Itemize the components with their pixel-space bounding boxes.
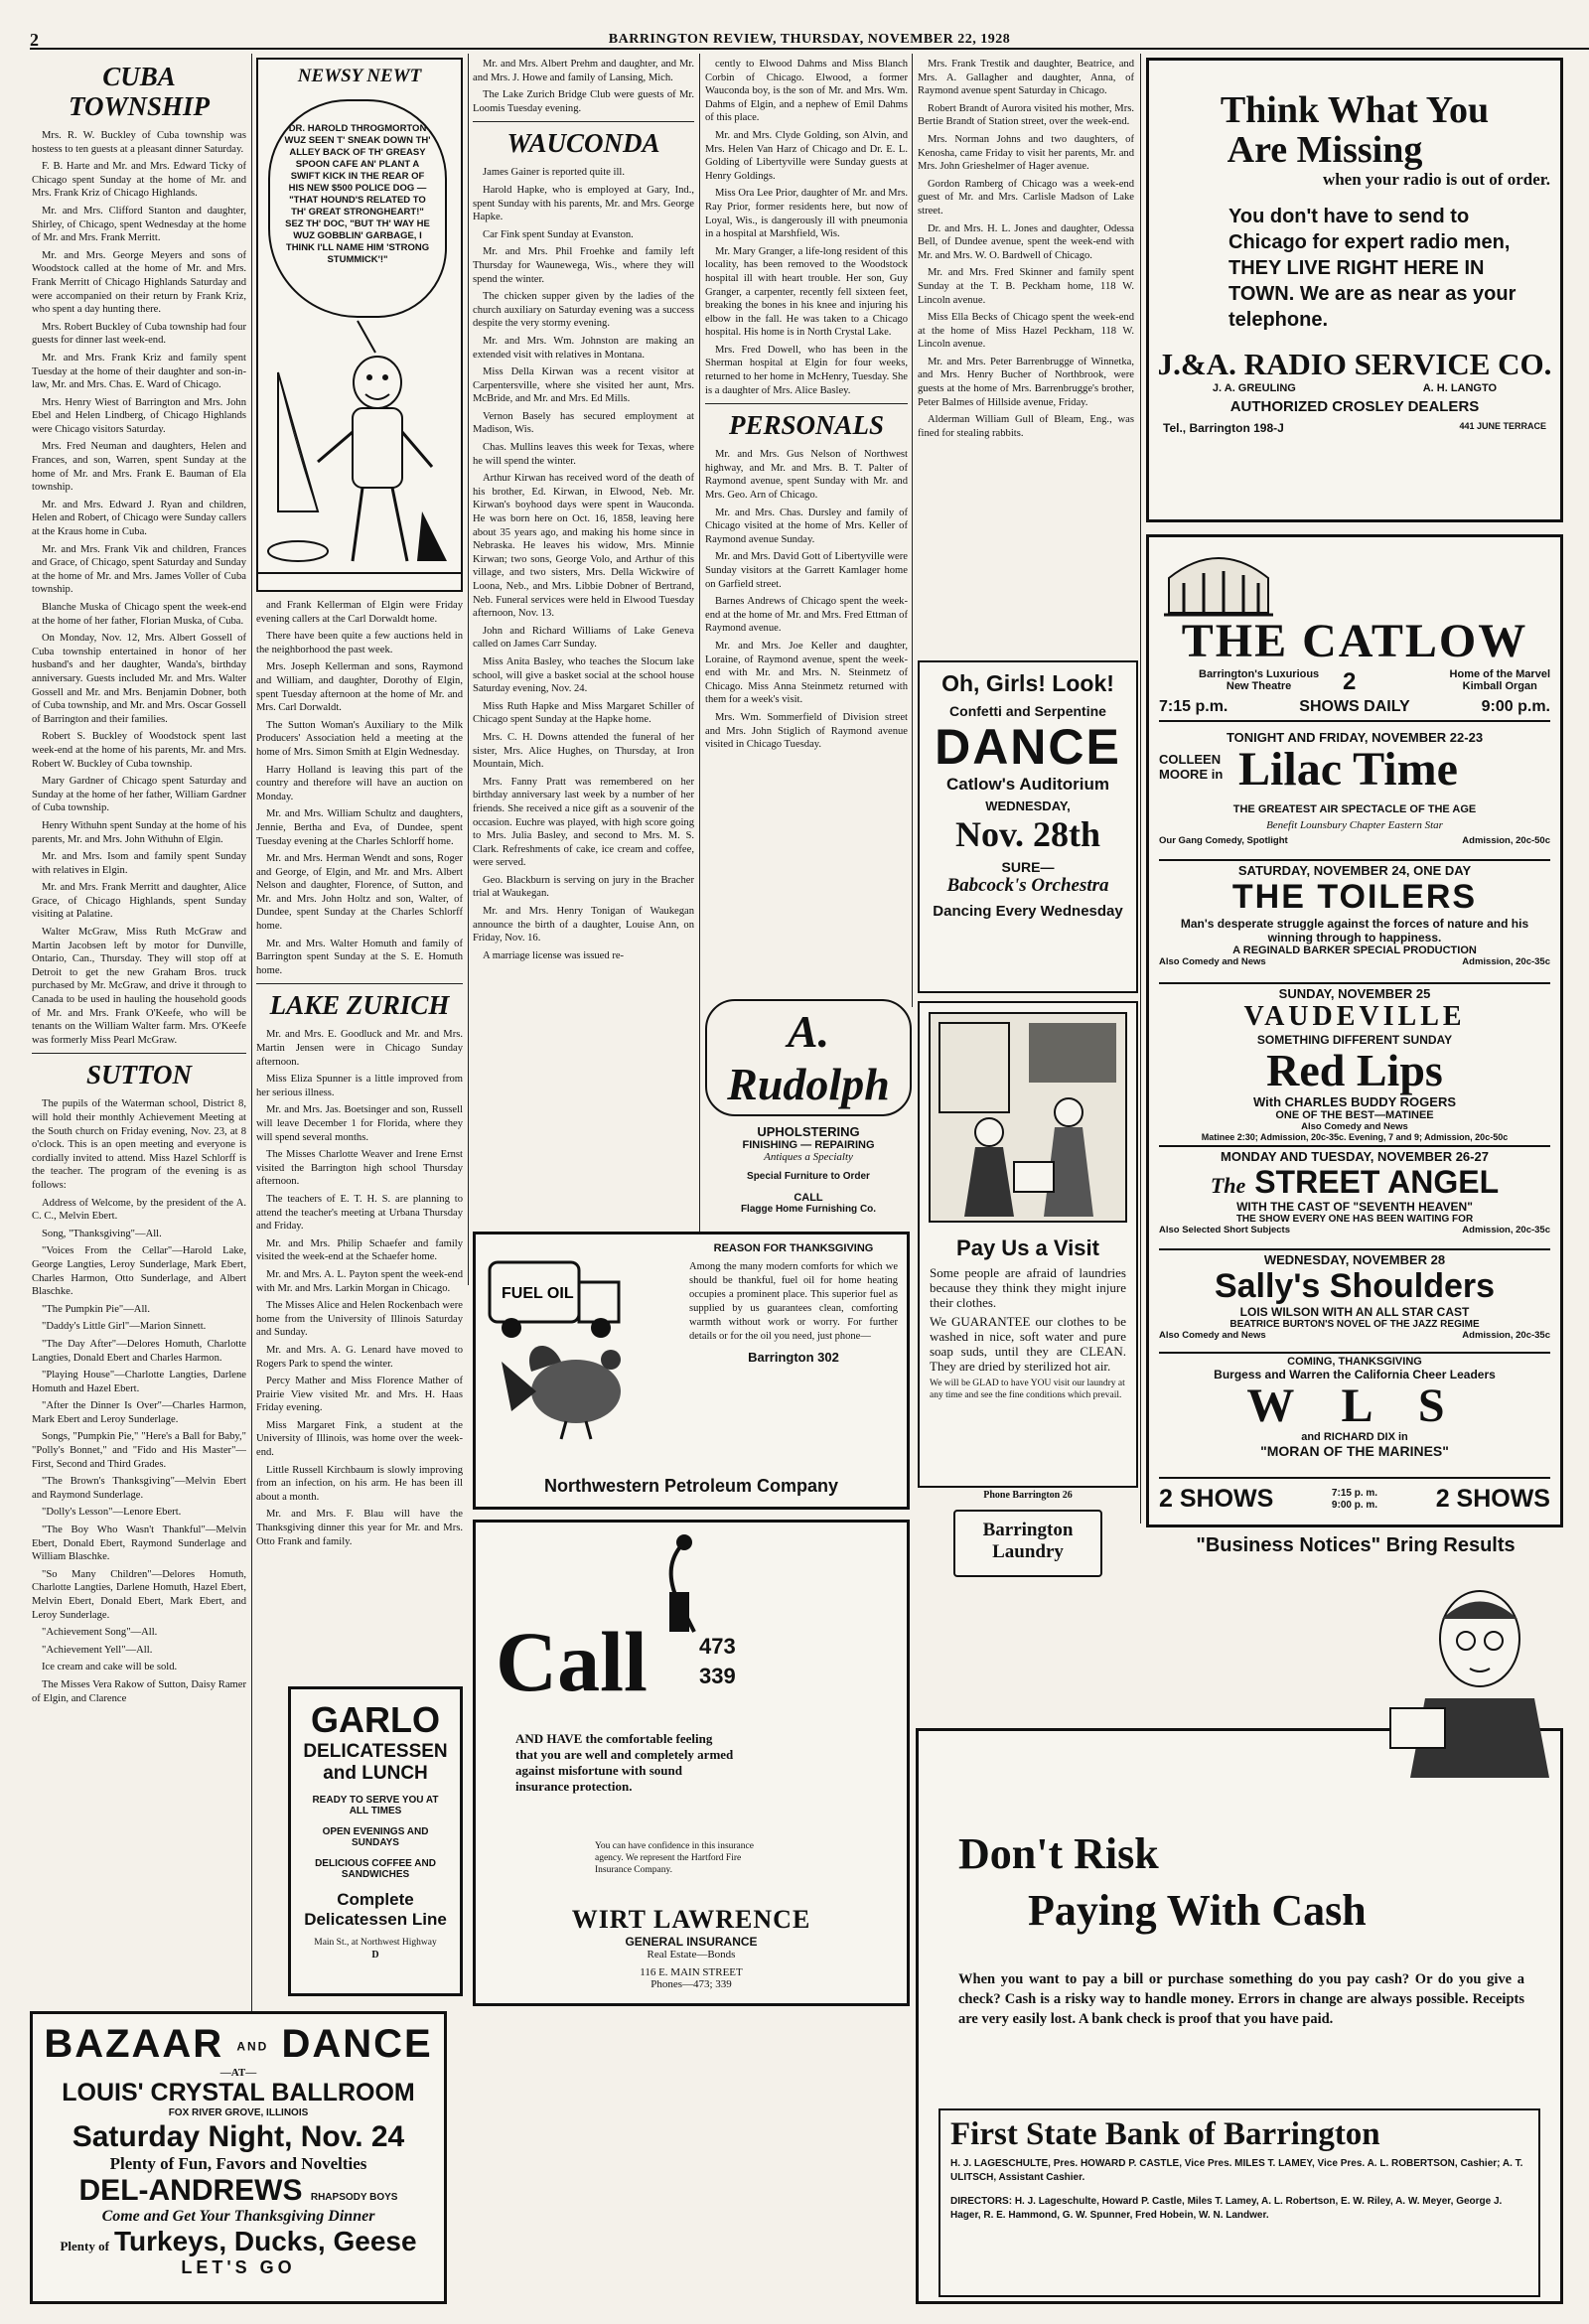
p3-star: With CHARLES BUDDY ROGERS — [1252, 1094, 1457, 1109]
p1-date: TONIGHT AND FRIDAY, NOVEMBER 22-23 — [1226, 730, 1484, 745]
paragraph: Mr. and Mrs. Clyde Golding, son Alvin, and Mrs. Helen Van Harz of Chicago and Dr. E. L. Golding of Libertyville were Sunday guests at Henry Goldings. — [705, 129, 908, 182]
garlo-line1: DELICATESSEN — [303, 1741, 448, 1762]
paragraph: Mrs. R. W. Buckley of Cuba township was hostess to ten guests at a pleasant dinner Saturday. — [32, 130, 246, 155]
article-wauconda — [473, 166, 694, 962]
wirt-phones: Phones—473; 339 — [650, 1978, 732, 1990]
paragraph: Song, "Thanksgiving"—All. — [42, 1228, 162, 1239]
paragraph: Miss Margaret Fink, a student at the University of Illinois, was home over the week-end. — [256, 1419, 463, 1459]
wirt-sub: Real Estate—Bonds — [647, 1949, 736, 1961]
bank-head1: Don't Risk — [958, 1829, 1159, 1878]
paragraph: Mrs. Fanny Pratt was remembered on her birthday anniversary last week by a number of her friends. She received a nice gift as a souvenir of the occasion. Euchre was played, with high score going to Mrs. Julia Basley, and second to Mrs. M. S. Clark. Refreshments of cake, ice cream and coffee, were served. — [473, 776, 694, 869]
column-personals-continued — [918, 58, 1134, 654]
bazaar-lets-go: LET'S GO — [181, 2257, 296, 2277]
paragraph: Ice cream and cake will be sold. — [42, 1662, 178, 1673]
paragraph: Mr. and Mrs. William Schultz and daughters, Jennie, Bertha and Eva, of Dundee, spent Tuesday evening at the Charles Schlorff home. — [256, 808, 463, 847]
paragraph: Mr. Mary Granger, a life-long resident of this locality, has been removed to the Woodstock hospital ill with heart trouble. Her son, Guy Granger, a carpenter, recently fell sixteen feet, breaking the bones in his knee and injuring his elbow in the fall. He was taken to a Chicago hospital. His home is in North Crystal Lake. — [705, 245, 908, 339]
radio-headline1: Think What You — [1220, 89, 1490, 131]
bazaar-place: FOX RIVER GROVE, ILLINOIS — [168, 2107, 309, 2118]
bank-info — [939, 2108, 1540, 2297]
foot-t1: 7:15 p. m. — [1331, 1487, 1378, 1499]
column-sutton-lake-zurich — [256, 599, 463, 1671]
p3-title: Red Lips — [1266, 1045, 1443, 1095]
catlow-left2: New Theatre — [1226, 680, 1292, 692]
garlo-line4: OPEN EVENINGS AND SUNDAYS — [322, 1826, 429, 1848]
bazaar-fun: Plenty of Fun, Favors and Novelties — [109, 2154, 367, 2173]
p1-footer — [1159, 835, 1550, 846]
dance-line2: Confetti and Serpentine — [949, 703, 1106, 719]
paragraph: On Monday, Nov. 12, Mrs. Albert Gossell of Cuba township entertained in honor of her husband's and her daughter, Wanda's, birthday anniversary. Guests included Mr. and Mrs. Walter Gossell and Mr. and Mrs. Benjamin Dobner, both of Cuba township, and Mr. and Mrs. Oscar Gossell of Barrington and their families. — [32, 633, 246, 725]
radio-tel: Tel., Barrington 198-J — [1163, 421, 1284, 435]
garlo-line7: Delicatessen Line — [304, 1910, 447, 1929]
theatre-illustration — [1159, 543, 1278, 623]
program-red-lips — [1159, 986, 1550, 1147]
paragraph: "Playing House"—Charlotte Langties, Darlene Homuth and Hazel Ebert. — [32, 1370, 246, 1394]
laundry-body1: Some people are afraid of laundries because they think they might injure their clothes. — [930, 1265, 1126, 1310]
business-notices: "Business Notices" Bring Results — [1196, 1534, 1516, 1556]
paragraph: Henry Withuhn spent Sunday at the home of his parents, Mr. and Mrs. John Withuhn of Elgin. — [32, 819, 246, 845]
paragraph: Mr. and Mrs. Henry Tonigan of Waukegan announce the birth of a daughter, Louise Ann, on Friday, Nov. 16. — [473, 906, 694, 944]
man-with-bill-illustration — [1371, 1579, 1569, 1778]
paragraph: There have been quite a few auctions held in the neighborhood the past week. — [256, 631, 463, 655]
p3-head: VAUDEVILLE — [1243, 1001, 1466, 1032]
paragraph: F. B. Harte and Mr. and Mrs. Edward Ticky of Chicago spent Sunday at the home of Mr. and Mrs. Frank Kriz of Chicago Highlands. — [32, 161, 246, 200]
masthead — [30, 30, 1589, 50]
call-num1: 473 — [699, 1634, 736, 1659]
p3-date: SUNDAY, NOVEMBER 25 — [1278, 986, 1431, 1001]
rudolph-script: A. Rudolph — [705, 999, 912, 1116]
garlo-line2: and LUNCH — [323, 1763, 428, 1784]
paragraph: cently to Elwood Dahms and Miss Blanch Corbin of Chicago. Elwood, a former Wauconda boy, is the son of Mr. and Mrs. Wm. Dahms of Elgin, and a nephew of Emil Dahms of this place. — [705, 59, 908, 124]
paragraph: The Lake Zurich Bridge Club were guests of Mr. Loomis Tuesday evening. — [473, 89, 694, 114]
catlow-footer — [1159, 1477, 1550, 1514]
p5-star: LOIS WILSON WITH AN ALL STAR CAST — [1239, 1305, 1470, 1319]
paragraph: Vernon Basely has secured employment at Madison, Wis. — [473, 410, 694, 436]
dance-day: WEDNESDAY, — [985, 799, 1071, 813]
paragraph: Little Russell Kirchbaum is slowly improving from an infection, on his arm. He has been ill about a month. — [256, 1464, 463, 1503]
paragraph: "After the Dinner Is Over"—Charles Harmon, Mark Ebert and Leroy Sunderlage. — [32, 1400, 246, 1425]
laundry-phone: Phone Barrington 26 — [983, 1490, 1073, 1501]
paragraph: Miss Della Kirwan was a recent visitor at Carpentersville, where she visited her aunt, Mrs. McBride, and Mr. and Mrs. Ed Mills. — [473, 366, 694, 405]
paragraph: Mr. and Mrs. Fred Skinner and family spent Sunday at the T. B. Peckham home, 118 W. Lincoln avenue. — [918, 267, 1134, 306]
bazaar-date: Saturday Night, Nov. 24 — [72, 2120, 405, 2153]
paragraph: Miss Ora Lee Prior, daughter of Mr. and Mrs. Ray Prior, former residents here, but now of Loyal, Wis., is dangerously ill with pneumonia in a hospital at Marshfield, Wis. — [705, 188, 908, 240]
catlow-time1: 7:15 p.m. — [1159, 698, 1228, 715]
column-rule — [699, 54, 700, 1285]
program-the-toilers — [1159, 863, 1550, 984]
p3-adm: Matinee 2:30; Admission, 20c-35c. Evening, 7 and 9; Admission, 20c-50c — [1201, 1132, 1509, 1142]
paragraph: Gordon Ramberg of Chicago was a week-end guest of Mr. and Mrs. Carlisle Madson of Lake street. — [918, 178, 1134, 217]
bazaar-poultry: Turkeys, Ducks, Geese — [114, 2226, 417, 2256]
paragraph: Miss Ruth Hapke and Miss Margaret Schiller of Chicago spent Sunday at the Hapke home. — [473, 700, 694, 726]
p2-extra: Also Comedy and News — [1159, 956, 1266, 967]
article-sutton — [32, 1097, 246, 1705]
p5-extra: Also Comedy and News — [1159, 1330, 1266, 1341]
paragraph: The pupils of the Waterman school, District 8, will hold their monthly Achievement Meeting at the South church on Friday evening, Nov. 23, at 8 o'clock. This is an open meeting and everyone is cordially invited to attend. Miss Hazel Schlorff is the teacher. The program of the evening is as follows: — [32, 1098, 246, 1191]
paragraph: Alderman William Gull of Bleam, Eng., was fined for stealing rabbits. — [918, 414, 1134, 439]
bazaar-venue: LOUIS' CRYSTAL BALLROOM — [62, 2079, 415, 2106]
paragraph: Robert S. Buckley of Woodstock spent last week-end at the home of his parents, Mr. and Mrs. Robert W. Buckley of Cuba township. — [32, 731, 246, 770]
program-sallys-shoulders — [1159, 1252, 1550, 1354]
column-cuba-sutton — [32, 58, 246, 2004]
paragraph: Miss Ella Becks of Chicago spent the week-end at the home of Miss Hazel Peckham, 118 W. Lincoln avenue. — [918, 312, 1134, 351]
northwestern-text — [689, 1242, 898, 1365]
radio-contact — [1163, 421, 1546, 435]
dance-sure: SURE— — [1001, 859, 1055, 875]
p4-extra: Also Selected Short Subjects — [1159, 1225, 1290, 1235]
wirt-lawrence-signature — [476, 1905, 907, 1990]
paragraph: Chas. Mullins leaves this week for Texas, where he will spend the winter. — [473, 442, 694, 467]
section-heading-lake-zurich: LAKE ZURICH — [269, 990, 450, 1021]
paragraph: Blanche Muska of Chicago spent the week-end at the home of her father, Florian Muska, of Cuba. — [32, 602, 246, 627]
paragraph: Barnes Andrews of Chicago spent the week-end at the home of Mr. and Mrs. Fred Ettman of Raymond avenue. — [705, 596, 908, 635]
call-word: Call — [496, 1614, 648, 1709]
p6-title: W L S — [1246, 1380, 1463, 1432]
ad-northwestern-petroleum — [473, 1232, 910, 1510]
cartoon-illustration — [258, 313, 461, 591]
bazaar-plenty: Plenty of — [60, 2239, 109, 2253]
dance-orchestra: Babcock's Orchestra — [946, 875, 1109, 896]
rudolph-line1: UPHOLSTERING — [757, 1124, 860, 1139]
rudolph-line4: Special Furniture to Order — [747, 1171, 870, 1182]
paragraph: Mrs. Wm. Sommerfield of Division street and Mrs. John Stiglich of Raymond avenue visited in Chicago Tuesday. — [705, 711, 908, 751]
garlo-line5: DELICIOUS COFFEE AND SANDWICHES — [315, 1858, 436, 1880]
paragraph: Mr. and Mrs. Peter Barrenbrugge of Winnetka, and Mrs. Henry Bucher of Northbrook, were guests at the home of Mrs. Barrenbrugge's brother, Peter Balmes of Hillside avenue, Friday. — [918, 356, 1134, 408]
paragraph: The Misses Alice and Helen Rockenbach were home from the University of Illinois Saturday and Sunday. — [256, 1300, 463, 1339]
column-wauconda — [473, 58, 694, 1230]
laundry-body3: We will be GLAD to have YOU visit our laundry at any time and see the fine conditions which prevail. — [930, 1379, 1125, 1400]
p4-title: STREET ANGEL — [1254, 1164, 1500, 1200]
p2-date: SATURDAY, NOVEMBER 24, ONE DAY — [1237, 863, 1472, 878]
paragraph: James Gainer is reported quite ill. — [483, 167, 625, 179]
p4-the: The — [1210, 1173, 1246, 1198]
paragraph: Mr. and Mrs. Edward J. Ryan and children, Helen and Robert, of Chicago were Sunday callers at the Kraus home in Cuba. — [32, 499, 246, 538]
paragraph: John and Richard Williams of Lake Geneva called on James Carr Sunday. — [473, 625, 694, 651]
p6-date: COMING, THANKSGIVING — [1287, 1356, 1422, 1368]
catlow-times — [1159, 698, 1550, 722]
bank-name: First State Bank of Barrington — [950, 2116, 1380, 2152]
p3-desc: ONE OF THE BEST—MATINEE — [1275, 1109, 1434, 1121]
garlo-line6: Complete — [337, 1890, 414, 1909]
paragraph: Mr. and Mrs. Albert Prehm and daughter, and Mr. and Mrs. J. Howe and family of Lansing, Mich. — [473, 59, 694, 83]
p2-prod: A REGINALD BARKER SPECIAL PRODUCTION — [1232, 944, 1477, 956]
paragraph: Mrs. C. H. Downs attended the funeral of her sister, Mrs. Alice Hughes, on Thursday, at Iron Mountain, Mich. — [473, 731, 694, 771]
paragraph: "The Day After"—Delores Homuth, Charlotte Langties, Donald Ebert and Charles Harmon. — [32, 1338, 246, 1364]
paragraph: "The Brown's Thanksgiving"—Melvin Ebert and Raymond Sunderlage. — [32, 1476, 246, 1501]
article-personals-continued — [918, 58, 1134, 440]
dance-footer: Dancing Every Wednesday — [933, 903, 1123, 920]
bazaar-dinner: Come and Get Your Thanksgiving Dinner — [101, 2208, 375, 2225]
radio-owners — [1149, 382, 1560, 394]
p1-star: COLLEEN MOORE in — [1159, 752, 1224, 782]
paragraph: Mr. and Mrs. David Gott of Libertyville were Sunday visitors at the Garrett Kamlager home on Garfield street. — [705, 551, 908, 590]
rudolph-line3: Antiques a Specialty — [764, 1151, 853, 1163]
paragraph: Car Fink spent Sunday at Evanston. — [483, 228, 634, 240]
northwestern-body: Among the many modern comforts for which we should be thankful, fuel oil for home heating occupies a prominent place. This superior fuel as supplied by us guarantees clean, comforting warmth without work or worry. For further details or for the oil you need, just phone— — [689, 1261, 898, 1342]
paragraph: Harold Hapke, who is employed at Gary, Ind., spent Sunday with his parents, Mr. and Mrs. George Hapke. — [473, 184, 694, 223]
paragraph: "So Many Children"—Delores Homuth, Charlotte Langties, Darlene Homuth, Hazel Ebert, Melvin Ebert, Donald Ebert, Mark Ebert, and Leroy Sunderlage. — [32, 1568, 246, 1621]
paragraph: Mrs. Fred Neuman and daughters, Helen and Frances, and son, Warren, spent Sunday at the home of Mr. and Mrs. Frank E. Bauman of Ela township. — [32, 441, 246, 494]
column-wauconda-personals — [705, 58, 908, 951]
p5-desc: BEATRICE BURTON'S NOVEL OF THE JAZZ REGIME — [1229, 1319, 1480, 1330]
northwestern-company: Northwestern Petroleum Company — [543, 1476, 839, 1496]
rudolph-line6: Flagge Home Furnishing Co. — [740, 1204, 877, 1215]
section-heading-wauconda: WAUCONDA — [506, 128, 660, 159]
garlo-address: Main St., at Northwest Highway — [314, 1938, 437, 1948]
radio-company: J.&A. RADIO SERVICE CO. — [1157, 347, 1552, 381]
paragraph: Miss Anita Basley, who teaches the Slocum lake school, will give a basket social at the school house Saturday evening, Nov. 24. — [473, 655, 694, 695]
paragraph: "Daddy's Little Girl"—Marion Sinnett. — [42, 1321, 207, 1333]
bank-body: When you want to pay a bill or purchase something do you pay cash? Or do you give a check? Cash is a risky way to handle money. Errors in change are always possible. Receipts are very easily lost. A bank check is proof that you have paid. — [958, 1971, 1524, 2027]
call-numbers — [699, 1632, 736, 1691]
paragraph: Address of Welcome, by the president of the A. C. C., Melvin Ebert. — [32, 1197, 246, 1223]
truck-label: FUEL OIL — [502, 1285, 574, 1302]
paragraph: "The Pumpkin Pie"—All. — [42, 1303, 150, 1315]
paragraph: Mrs. Henry Wiest of Barrington and Mrs. John Ebel and Helen Lindberg, of Chicago Highlands were Chicago visitors Saturday. — [32, 396, 246, 435]
dance-word: DANCE — [281, 2022, 433, 2066]
p4-desc2: THE SHOW EVERY ONE HAS BEEN WAITING FOR — [1235, 1214, 1474, 1225]
section-heading-cuba: CUBA TOWNSHIP — [68, 62, 211, 121]
catlow-title: THE CATLOW — [1181, 615, 1528, 667]
bubble-text: DR. HAROLD THROGMORTON WUZ SEEN T' SNEAK DOWN TH' ALLEY BACK OF TH' GREASY SPOON CAFE AN' PLANT A SWIFT KICK IN THE REAR OF HIS NEW $500 POLICE DOG — "THAT HOUND'S RELATED TO TH' GREAT STRONGHEART!" SEZ TH' DOC, "BUT TH' WAY HE WUZ GOBBLIN' GARBAGE, I THINK I'LL NAME HIM 'STRONG STUMMICK'!" — [284, 123, 431, 265]
call-body: AND HAVE the comfortable feeling that you are well and completely armed against misfortune with sound insurance protection. — [515, 1731, 734, 1794]
column-rule — [251, 54, 252, 2030]
paragraph: Mr. and Mrs. Joe Keller and daughter, Loraine, of Raymond avenue, spent the week-end with Mr. and Mrs. N. Steinmetz of Chicago. Miss Anna Steinmetz returned with them for a week's visit. — [705, 640, 908, 706]
p4-date: MONDAY AND TUESDAY, NOVEMBER 26-27 — [1221, 1149, 1489, 1164]
paragraph: "Achievement Yell"—All. — [42, 1644, 153, 1656]
paragraph: Mr. and Mrs. Clifford Stanton and daughter, Shirley, of Chicago, spent Wednesday at the home of Mr. and Mrs. Frank Merritt. — [32, 205, 246, 244]
bazaar-at: —AT— — [219, 2067, 257, 2079]
p5-title: Sally's Shoulders — [1214, 1267, 1496, 1305]
reason-title: REASON FOR THANKSGIVING — [713, 1242, 874, 1254]
p4-adm: Admission, 20c-35c — [1462, 1225, 1550, 1235]
p5-date: WEDNESDAY, NOVEMBER 28 — [1263, 1252, 1446, 1267]
rudolph-line2: FINISHING — REPAIRING — [742, 1139, 875, 1151]
ad-dance-catlow — [918, 660, 1138, 993]
foot-left: 2 SHOWS — [1159, 1485, 1274, 1513]
p1-title: Lilac Time — [1238, 743, 1458, 796]
bazaar-band: DEL-ANDREWS — [78, 2174, 303, 2207]
laundry-headline: Pay Us a Visit — [956, 1235, 1099, 1260]
laundry-name1: Barrington — [982, 1520, 1074, 1540]
garlo-name: GARLO — [311, 1699, 440, 1740]
page-number: 2 — [30, 30, 39, 50]
speech-bubble — [268, 99, 447, 318]
paragraph: The teachers of E. T. H. S. are planning to attend the teacher's meeting at Urbana Thursday and Friday. — [256, 1193, 463, 1233]
bazaar-band-sub: RHAPSODY BOYS — [310, 2192, 398, 2203]
cartoon-title: NEWSY NEWT — [297, 66, 422, 86]
garlo-line3: READY TO SERVE YOU AT ALL TIMES — [312, 1795, 439, 1816]
paragraph: Mrs. Joseph Kellerman and sons, Raymond and William, and daughter, Dorothy of Elgin, spent Tuesday afternoon at the home of Mr. and Mrs. Carl Dorwaldt. — [256, 661, 463, 714]
wirt-address: 116 E. MAIN STREET — [640, 1966, 743, 1978]
paragraph: Mr. and Mrs. Frank Merritt and daughter, Alice Grace, of Chicago Highlands, spent Sunday visiting at Palatine. — [32, 882, 246, 921]
ad-rudolph-upholstering — [705, 993, 912, 1232]
cartoon-newsy-newt — [256, 58, 463, 592]
bank-officers: H. J. LAGESCHULTE, Pres. HOWARD P. CASTLE, Vice Pres. MILES T. LAMEY, Vice Pres. A. L. ROBERTSON, Cashier; A. T. ULITSCH, Assistant Cashier. — [950, 2158, 1523, 2183]
paragraph: Mr. and Mrs. Jas. Boetsinger and son, Russell will leave December 1 for Florida, where they will spend several months. — [256, 1104, 463, 1143]
article-wauconda-continued — [705, 58, 908, 397]
foot-t2: 9:00 p. m. — [1331, 1499, 1378, 1511]
p2-title: THE TOILERS — [1231, 878, 1478, 916]
bank-head2: Paying With Cash — [1028, 1886, 1367, 1935]
catlow-left1: Barrington's Luxurious — [1199, 668, 1320, 680]
program-wls — [1159, 1356, 1550, 1465]
article-sutton-continued — [256, 599, 463, 977]
p5-adm: Admission, 20c-35c — [1462, 1330, 1550, 1341]
paragraph: Mr. and Mrs. Frank Vik and children, Frances and Grace, of Chicago, spent Saturday and Sunday at the home of Mr. and Mrs. James Voller of Cuba township. — [32, 543, 246, 596]
radio-body: You don't have to send to Chicago for expert radio men, THEY LIVE RIGHT HERE IN TOWN. We are as near as your telephone. — [1228, 206, 1517, 331]
paragraph: Mrs. Norman Johns and two daughters, of Kenosha, came Friday to visit her parents, Mr. and Mrs. John Grieshelmer of Hager avenue. — [918, 133, 1134, 173]
section-heading-sutton: SUTTON — [85, 1060, 192, 1090]
dance-headline: DANCE — [935, 719, 1121, 775]
dance-line1: Oh, Girls! Look! — [941, 670, 1114, 696]
paragraph: "The Boy Who Wasn't Thankful"—Melvin Ebert, Donald Ebert, Raymond Sunderlage and William Blaschke. — [32, 1525, 246, 1563]
catlow-time2: 9:00 p.m. — [1481, 698, 1550, 715]
garlo-letter: D — [371, 1950, 379, 1961]
ad-garlo-delicatessen — [288, 1686, 463, 1996]
truck-turkey-illustration — [482, 1242, 680, 1441]
paragraph: Arthur Kirwan has received word of the death of his brother, Ed. Kirwan, in Elwood, Neb. Mr. Kirwan's boyhood days were spent in Wauconda. He was born here on Oct. 16, 1858, leaving here about 35 years ago, and making his home since in Nebraska. He leaves his widow, Mrs. Minnie Kirwan; two sons, George Volo, and Arthur of this village, and two sisters, Mrs. Della Wickwire of Loona, Neb., and Mrs. Libbie Dobner of Bertrand, Neb. Funeral services were held in Elwood Tuesday afternoon, Nov. 13. — [473, 473, 694, 620]
radio-sub: when your radio is out of order. — [1322, 170, 1550, 189]
paragraph: "Dolly's Lesson"—Lenore Ebert. — [42, 1507, 182, 1519]
p1-extra: Our Gang Comedy, Spotlight — [1159, 835, 1288, 846]
paragraph: Mr. and Mrs. Wm. Johnston are making an extended visit with relatives in Montana. — [473, 335, 694, 361]
paragraph: "Achievement Song"—All. — [42, 1627, 158, 1639]
column-rule — [1140, 54, 1141, 1524]
paragraph: Mary Gardner of Chicago spent Saturday and Sunday at the home of her father, William Gardner of Cuba township. — [32, 776, 246, 814]
paragraph: The Sutton Woman's Auxiliary to the Milk Producers' Association held a meeting at the home of Mrs. Simon Smith at Elgin Wednesday. — [256, 719, 463, 758]
program-street-angel — [1159, 1149, 1550, 1250]
p6-star: and RICHARD DIX in — [1301, 1431, 1408, 1443]
p4-footer — [1159, 1225, 1550, 1235]
paragraph: Mr. and Mrs. A. G. Lenard have moved to Rogers Park to spend the winter. — [256, 1344, 463, 1370]
paragraph: Mr. and Mrs. Philip Schaefer and family visited the week-end at the Schaefer home. — [256, 1237, 463, 1263]
article-cuba — [32, 129, 246, 1047]
paragraph: Mr. and Mrs. Herman Wendt and sons, Roger and George, of Elgin, and Mr. and Mrs. Albert Nelson and daughter, Florence, of Sutton, and Mr. and Mrs. John Holtz and son, Walter, of Dundee, spent Sunday at the Charles Schlorff home. — [256, 853, 463, 933]
call-num2: 339 — [699, 1664, 736, 1688]
paragraph: Mr. and Mrs. E. Goodluck and Mr. and Mrs. Martin Jensen were in Chicago Sunday afternoon. — [256, 1029, 463, 1068]
paragraph: The Misses Vera Rakow of Sutton, Daisy Ramer of Elgin, and Clarence — [32, 1678, 246, 1704]
column-rule — [468, 54, 469, 1285]
paragraph: Mr. and Mrs. Isom and family spent Sunday with relatives in Elgin. — [32, 851, 246, 876]
paragraph: Mr. and Mrs. Phil Froehke and family left Thursday for Waunewega, Wis., where they will spend the winter. — [473, 246, 694, 285]
ad-barrington-laundry — [918, 1001, 1138, 1488]
program-lilac-time — [1159, 730, 1550, 861]
radio-headline2: Are Missing — [1227, 129, 1423, 171]
paragraph: Mrs. Frank Trestik and daughter, Beatrice, and Mrs. A. Gallagher and daughter, Anna, of Raymond avenue spent Saturday in Chicago. — [918, 59, 1134, 97]
paragraph: Walter McGraw, Miss Ruth McGraw and Martin Jacobsen left by motor for Dunville, Ontario, Can., Thursday. They will stop off at Detroit to get the new Graham Bros. truck purchased by Mr. McGraw, and drive it through to Canada to be used in hauling the household goods of Mr. and Mrs. Frank O'Keefe, who will be tenants on the William Walter farm. Mrs. O'Keefe was formerly Miss Pearl McGraw. — [32, 927, 246, 1046]
paragraph: Mr. and Mrs. F. Blau will have the Thanksgiving dinner this year for Mr. and Mrs. Otto Frank and family. — [256, 1509, 463, 1547]
p2-adm: Admission, 20c-35c — [1462, 956, 1550, 967]
p4-desc1: WITH THE CAST OF "SEVENTH HEAVEN" — [1236, 1200, 1473, 1214]
p6-film: "MORAN OF THE MARINES" — [1260, 1443, 1449, 1459]
laundry-illustration — [920, 1003, 1136, 1232]
ad-bazaar-dance — [30, 2011, 447, 2304]
p6-desc: Burgess and Warren the California Cheer Leaders — [1214, 1368, 1496, 1381]
newspaper-title: BARRINGTON REVIEW, THURSDAY, NOVEMBER 22, 1928 — [608, 32, 1011, 47]
radio-address: 441 JUNE TERRACE — [1459, 421, 1546, 431]
paragraph: "Voices From the Cellar"—Harold Lake, George Langties, Leroy Sunderlage, Mark Ebert, Charles Harmon, Otto Sunderlage, and Albert Blaschke. — [32, 1245, 246, 1298]
paragraph: Mr. and Mrs. Walter Homuth and family of Barrington spent Sunday at the S. E. Homuth home. — [256, 938, 463, 976]
dance-venue: Catlow's Auditorium — [946, 775, 1109, 794]
article-lake-zurich — [256, 1028, 463, 1548]
p1-adm: Admission, 20c-50c — [1462, 835, 1550, 846]
article-lake-zurich-continued — [473, 58, 694, 115]
catlow-right1: Home of the Marvel — [1449, 668, 1550, 680]
bank-directors: DIRECTORS: H. J. Lageschulte, Howard P. Castle, Miles T. Lamey, A. L. Robertson, E. W. Riley, A. W. Meyer, George J. Hager, R. E. Hammond, G. W. Spunner, Fred Hobein, W. N. Landwer. — [950, 2196, 1503, 2221]
northwestern-phone: Barrington 302 — [748, 1350, 839, 1365]
paragraph: Mrs. Robert Buckley of Cuba township had four guests for dinner last week-end. — [32, 321, 246, 347]
ad-catlow-theatre — [1146, 534, 1563, 1527]
wirt-title: GENERAL INSURANCE — [625, 1935, 758, 1949]
paragraph: Mr. and Mrs. Chas. Dursley and family of Chicago visited at the home of Mrs. Keller of Raymond avenue Sunday. — [705, 507, 908, 545]
radio-owner1: J. A. GREULING — [1212, 382, 1296, 394]
paragraph: Mr. and Mrs. Gus Nelson of Northwest highway, and Mr. and Mrs. B. T. Palter of Raymond avenue, spent Sunday with Mr. and Mrs. Geo. Arn of Chicago. — [705, 449, 908, 502]
bazaar-word: BAZAAR — [44, 2022, 224, 2066]
p5-footer — [1159, 1330, 1550, 1341]
catlow-right2: Kimball Organ — [1462, 680, 1537, 692]
p3-sub: SOMETHING DIFFERENT SUNDAY — [1256, 1033, 1453, 1047]
paragraph: Dr. and Mrs. H. L. Jones and daughter, Odessa Bell, of Dundee avenue, spent the week-end with Mr. and Mrs. W. O. Bardwell of Chicago. — [918, 222, 1134, 261]
p1-benefit: Benefit Lounsbury Chapter Eastern Star — [1266, 819, 1443, 831]
foot-right: 2 SHOWS — [1435, 1485, 1550, 1513]
catlow-shows-num: 2 — [1343, 668, 1357, 695]
paragraph: The chicken supper given by the ladies of the church auxiliary on Saturday evening was a success despite the very stormy evening. — [473, 291, 694, 330]
p2-desc: Man's desperate struggle against the forces of nature and his winning through to happiness. — [1180, 917, 1529, 944]
dance-date: Nov. 28th — [954, 814, 1101, 854]
laundry-name-box — [953, 1510, 1102, 1577]
column-rule — [912, 54, 913, 1007]
article-personals — [705, 448, 908, 751]
wirt-name: WIRT LAWRENCE — [571, 1905, 811, 1934]
paragraph: Mr. and Mrs. George Meyers and sons of Woodstock called at the home of Mr. and Mrs. Frank Merritt of Chicago Highlands Saturday and were accompanied on their return by Frank Kriz, who spent a day hunting there. — [32, 249, 246, 316]
bazaar-and: AND — [236, 2039, 269, 2054]
ad-radio-service — [1146, 58, 1563, 522]
catlow-shows: SHOWS DAILY — [1299, 698, 1410, 715]
paragraph: The Misses Charlotte Weaver and Irene Ernst visited the Barrington high school Thursday afternoon. — [256, 1149, 463, 1188]
radio-owner2: A. H. LANGTO — [1422, 382, 1498, 394]
p3-extra: Also Comedy and News — [1301, 1121, 1408, 1132]
p2-footer — [1159, 956, 1550, 967]
radio-dealers: AUTHORIZED CROSLEY DEALERS — [1229, 398, 1480, 415]
laundry-body2: We GUARANTEE our clothes to be washed in nice, soft water and pure soap suds, until they are CLEAN. They are dried by sterilized hot air. — [930, 1314, 1126, 1374]
section-heading-personals: PERSONALS — [728, 410, 885, 441]
paragraph: Miss Eliza Spunner is a little improved from her serious illness. — [256, 1074, 463, 1098]
paragraph: Mrs. Fred Dowell, who has been in the Sherman hospital at Elgin for four weeks, returned to her home in McHenry, Tuesday. She is a daughter of Mrs. Alice Basley. — [705, 344, 908, 396]
paragraph: A marriage license was issued re- — [483, 949, 625, 961]
call-small: You can have confidence in this insurance agency. We represent the Hartford Fire Insurance Company. — [595, 1841, 754, 1875]
p1-desc: THE GREATEST AIR SPECTACLE OF THE AGE — [1232, 803, 1477, 815]
paragraph: Songs, "Pumpkin Pie," "Here's a Ball for Baby," "Polly's Bonnet," and "Fido and His Master"—First, Second and Third Grades. — [32, 1431, 246, 1470]
paragraph: and Frank Kellerman of Elgin were Friday evening callers at the Carl Dorwaldt home. — [256, 600, 463, 625]
paragraph: Mr. and Mrs. Frank Kriz and family spent Tuesday at the home of their daughter and son-in-law, Mr. and Mrs. Chas. E. Ward of Chicago. — [32, 352, 246, 391]
ad-first-state-bank — [916, 1728, 1563, 2304]
rudolph-line5: CALL — [794, 1192, 823, 1204]
laundry-name2: Laundry — [992, 1541, 1064, 1562]
paragraph: Geo. Blackburn is serving on jury in the Bracher trial at Waukegan. — [473, 874, 694, 900]
paragraph: Harry Holland is leaving this part of the country and therefore will have an auction on Monday. — [256, 764, 463, 802]
paragraph: Percy Mather and Miss Florence Mather of Prairie View visited Mr. and Mrs. H. Haas Friday evening. — [256, 1376, 463, 1414]
paragraph: Robert Brandt of Aurora visited his mother, Mrs. Bertie Brandt of Station street, over the week-end. — [918, 102, 1134, 128]
paragraph: Mr. and Mrs. A. L. Payton spent the week-end with Mr. and Mrs. Larkin Morgan in Chicago. — [256, 1268, 463, 1294]
ad-wirt-lawrence-insurance — [473, 1520, 910, 2006]
